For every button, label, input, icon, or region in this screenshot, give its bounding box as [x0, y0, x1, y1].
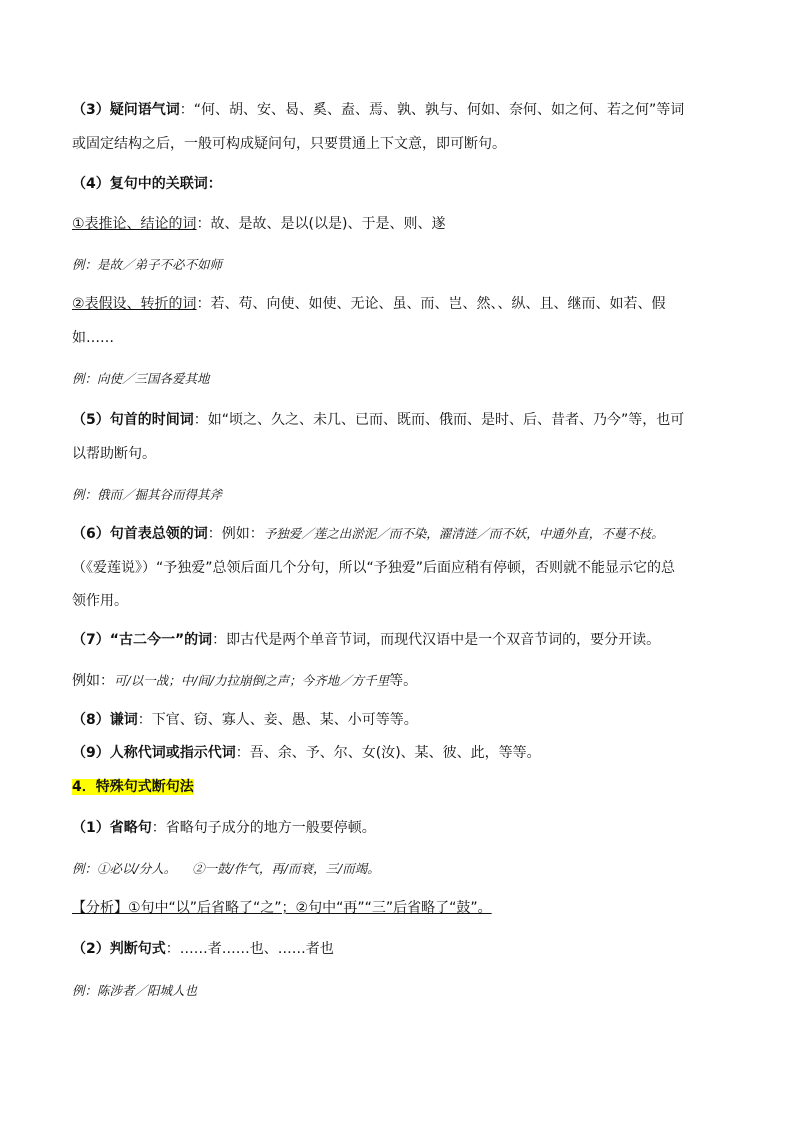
heading-conjunctions: （4）复句中的关联词： [72, 176, 222, 192]
example-line: 例：是故／弟子不必不如师 [72, 257, 223, 272]
text-ellipsis-sentence: ：省略句子成分的地方一般要停顿。 [151, 820, 376, 836]
text-hypothesis-words: ：若、苟、向使、如使、无论、虽、而、岂、然、、纵、且、继而、如若、假 [196, 296, 666, 312]
paragraph-interrogative-particles [72, 102, 724, 118]
paragraph-line: （《爱莲说》）“予独爱”总领后面几个分句，所以“予独爱”后面应稍有停顿，否则就不能显示它的总 [72, 560, 676, 576]
text-leading-words: ：例如： [207, 526, 264, 542]
heading-time-words: （5）句首的时间词 [72, 412, 194, 428]
example-line: 例：陈涉者／阳城人也 [72, 983, 198, 998]
section-heading-special-sentences [72, 779, 724, 795]
paragraph-ellipsis-sentence [72, 820, 724, 836]
text-ancient-two-modern-one: ：即古代是两个单音节词，而现代汉语中是一个双音节词的，要分开读。 [212, 632, 661, 648]
paragraph-pronouns [72, 745, 724, 761]
paragraph-ancient-two-modern-one [72, 632, 724, 648]
text-judgement-sentence: ：……者……也、……者也 [165, 941, 334, 957]
text-etc: 等。 [389, 673, 418, 689]
paragraph-hypothesis-words [72, 296, 724, 312]
heading-pronouns: （9）人称代词或指示代词 [72, 745, 236, 761]
text-humble-words: ：下官、窃、寡人、妾、愚、某、小可等等。 [137, 712, 418, 728]
text-interrogative-list: ：“何、胡、安、曷、奚、盍、焉、孰、孰与、何如、奈何、如之何、若之何”等词 [179, 102, 685, 118]
heading-leading-words: （6）句首表总领的词 [72, 526, 208, 542]
paragraph-leading-words [72, 526, 724, 542]
text-time-words: ：如“顷之、久之、未几、已而、既而、俄而、是时、后、昔者、乃今”等，也可 [193, 412, 685, 428]
paragraph-example-split [72, 673, 724, 689]
example-inline: 可/以一战；中/间/力拉崩倒之声；今齐地／方千里 [114, 673, 390, 688]
heading-ellipsis-sentence: （1）省略句 [72, 820, 152, 836]
paragraph-judgement-sentence [72, 941, 724, 957]
label-hypothesis-words: ②表假设、转折的词 [72, 296, 197, 312]
text-pronouns: ：吾、余、予、尔、女(汝)、某、彼、此，等等。 [235, 745, 541, 761]
paragraph-humble-words [72, 712, 724, 728]
label-inference-words: ①表推论、结论的词 [72, 216, 197, 232]
paragraph-line: 或固定结构之后，一般可构成疑问句，只要贯通上下文意，即可断句。 [72, 136, 506, 152]
paragraph-line: 如…… [72, 330, 114, 346]
analysis-text: 【分析】①句中“以”后省略了“之”；②句中“再”“三”后省略了“鼓”。 [72, 900, 492, 916]
example-line: 例：俄而／掘其谷而得其斧 [72, 487, 223, 502]
paragraph-line: 领作用。 [72, 593, 128, 609]
paragraph-time-words [72, 412, 724, 428]
example-line: 例：向使／三国各爱其地 [72, 371, 210, 386]
label-example: 例如： [72, 673, 114, 689]
analysis-line [72, 900, 724, 916]
paragraph-inference-words [72, 216, 724, 232]
example-line: 例：①必以/分人。 ②一鼓/作气，再/而衰，三/而竭。 [72, 861, 380, 876]
heading-humble-words: （8）谦词 [72, 712, 138, 728]
heading-judgement-sentence: （2）判断句式 [72, 941, 166, 957]
highlighted-heading: 4．特殊句式断句法 [72, 779, 194, 795]
paragraph-line: 以帮助断句。 [72, 446, 156, 462]
heading-ancient-two-modern-one: （7）“古二今一”的词 [72, 632, 213, 648]
example-inline: 予独爱／莲之出淤泥／而不染，濯清涟／而不妖，中通外直，不蔓不枝。 [263, 526, 664, 541]
text-inference-words: ：故、是故、是以(以是)、于是、则、遂 [196, 216, 446, 232]
heading-interrogative-particles: （3）疑问语气词 [72, 102, 180, 118]
